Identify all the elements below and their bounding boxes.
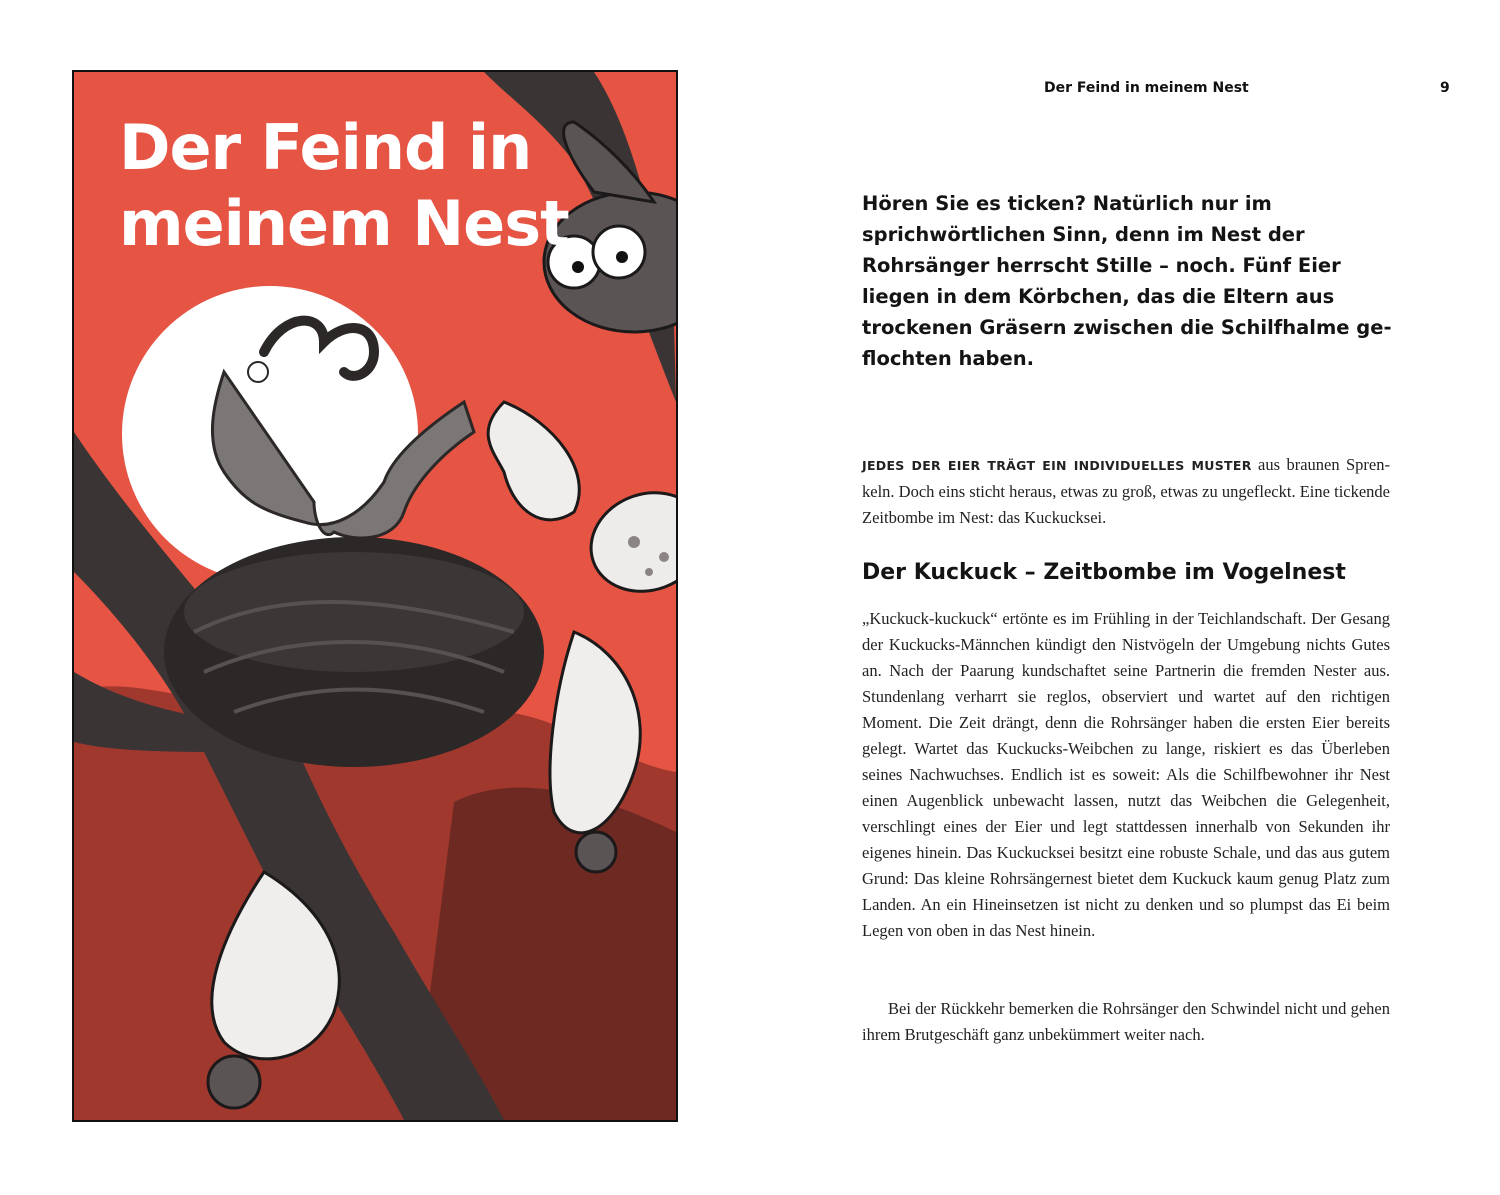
body-paragraph-1: „Kuckuck-kuckuck“ ertönte es im Frühling in der Teichlandschaft. Der Gesang der Kuckucks-Männchen kündigt den Nistvögeln der Umgebung nichts Gutes an. Nach der Paarung kundschaftet seine Partnerin die fremden Nester aus. Stundenlang verharrt sie reglos, observiert und wartet auf den richtigen Moment. Die Zeit drängt, denn die Rohrsänger haben die ersten Eier bereits gelegt. Wartet das Kuckucks-Weibchen zu lange, riskiert es das Überleben seines Nachwuchses. Endlich ist es soweit: Als die Schilfbewohner ihr Nest einen Augenblick unbewacht lassen, nutzt das Weibchen die Gelegenheit, verschlingt eines der Eier und legt stattdessen innerhalb von Sekunden ihr eigenes hinein. Das Kuckucksei besitzt eine robuste Schale, und das aus gutem Grund: Das kleine Rohrsängernest bietet dem Kuckuck kaum genug Platz zum Landen. An ein Hineinsetzen ist nicht zu denken und so plumpst das Ei beim Legen von oben in das Nest hinein. [862, 609, 1390, 940]
egg-speckle-3 [645, 568, 653, 576]
running-head: Der Feind in meinem Nest [1044, 80, 1249, 96]
falling-chick-3-eye [208, 1056, 260, 1108]
intro-text: aus braunen Sprenkeln. Doch eins sticht heraus, etwas zu groß, etwas zu ungefleckt. Eine tickende Zeitbombe im Nest: das Kuckucksei. [862, 455, 1390, 527]
intro-paragraph [862, 452, 1390, 531]
cuckoo-eye [248, 362, 268, 382]
egg-speckle-2 [659, 552, 669, 562]
intro-lead-in: JEDES DER EIER TRÄGT EIN INDIVIDUELLES MUSTER [862, 458, 1252, 473]
falling-chick-1 [488, 402, 579, 520]
lead-paragraph: Hören Sie es ticken? Natürlich nur im sprichwörtlichen Sinn, denn im Nest der Rohrsänger herrscht Stille – noch. Fünf Eier liegen in dem Körbchen, das die Eltern aus trockenen Gräsern zwischen die Schilfhalme geflochten haben. [862, 192, 1392, 370]
body-paragraph-2: Bei der Rückkehr bemerken die Rohrsänger den Schwindel nicht und gehen ihrem Brutgeschäft ganz unbekümmert weiter nach. [862, 999, 1390, 1044]
chapter-title: Der Feind in meinem Nest [119, 111, 569, 260]
nest-rim [184, 552, 524, 672]
falling-chick-2-eye [576, 832, 616, 872]
page-number: 9 [1440, 80, 1450, 96]
grey-bird-pupil-left [572, 261, 584, 273]
cuckoo-egg [577, 477, 676, 607]
chapter-illustration [72, 70, 678, 1122]
egg-speckle-1 [628, 536, 640, 548]
section-heading: Der Kuckuck – Zeitbombe im Vogelnest [862, 560, 1346, 585]
